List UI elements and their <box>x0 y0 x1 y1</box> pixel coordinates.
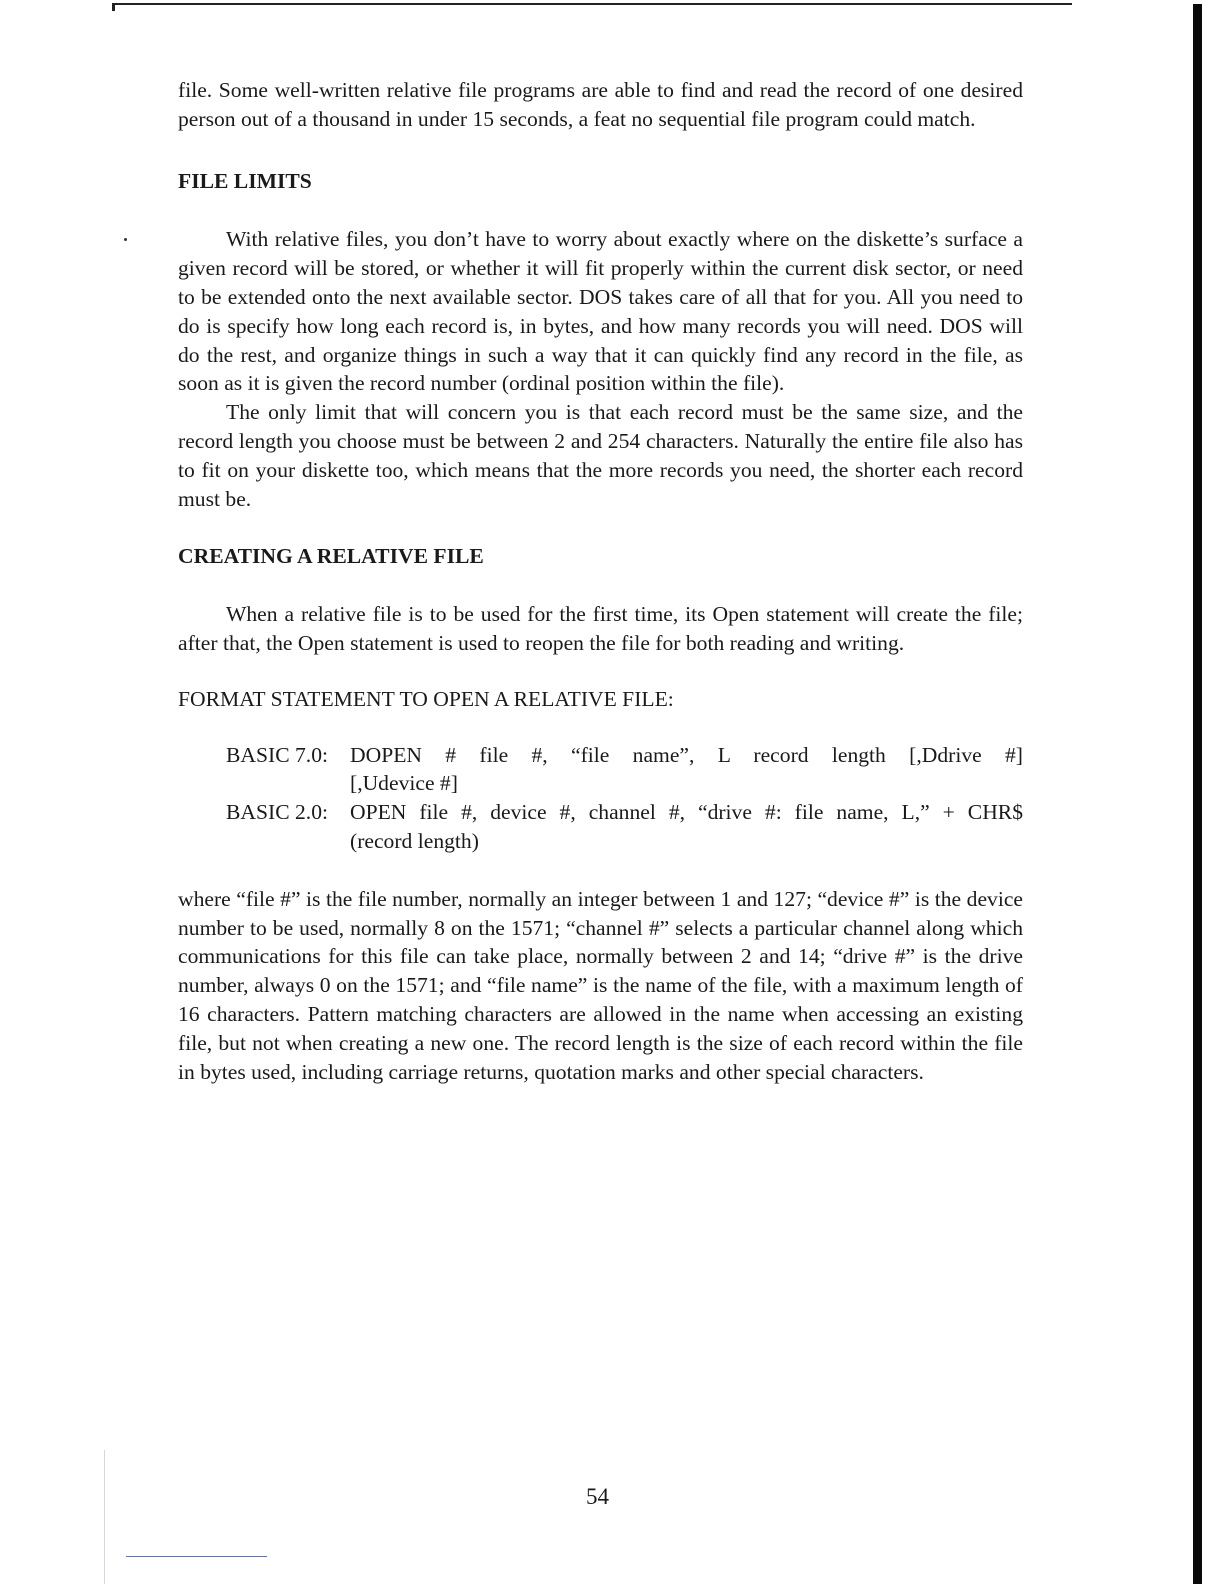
page-number: 54 <box>586 1484 609 1509</box>
scan-speck <box>124 238 127 241</box>
scan-edge-bar <box>1193 4 1202 1584</box>
where-paragraph: where “file #” is the file number, normally an integer between 1 and 127; “device #” is the device number to be used, normally 8 on the 1571; “channel #” selects a particular channel along which communications for this file can take place, normally between 2 and 14; “drive #” is the drive number, always 0 on the 1571; and “file name” is the name of the file, with a maximum length of 16 characters. Pattern matching characters are allowed in the name when accessing an existing file, but not when creating a new one. The record length is the size of each record within the file in bytes used, including carriage returns, quotation marks and other special characters. <box>178 886 1023 1084</box>
format-basic-2 <box>226 798 1023 827</box>
section-heading-file-limits: FILE LIMITS <box>178 168 312 193</box>
format-basic-2-line1: OPEN file #, device #, channel #, “drive #: file name, L,” + CHR$ <box>350 800 1023 825</box>
scan-artifact-line <box>126 1556 267 1557</box>
scan-edge-faint <box>104 1450 105 1584</box>
file-limits-paragraph-1: With relative files, you don’t have to worry about exactly where on the diskette’s surface a given record will be stored, or whether it will fit properly within the current disk sector, or need to be extended onto the next available sector. DOS takes care of all that for you. All you need to do is specify how long each record is, in bytes, and how many records you will need. DOS will do the rest, and organize things in such a way that it can quickly find any record in the file, as soon as it is given the record number (ordinal position within the file). <box>178 227 1023 396</box>
intro-paragraph: file. Some well-written relative file programs are able to find and read the record of one desired person out of a thousand in under 15 seconds, a feat no sequential file program could match. <box>178 78 1023 131</box>
format-basic-7-line1: DOPEN # file #, “file name”, L record length [,Ddrive #] <box>350 742 1023 767</box>
format-label: FORMAT STATEMENT TO OPEN A RELATIVE FILE: <box>178 686 674 711</box>
format-basic-2-line2: (record length) <box>350 828 479 853</box>
top-scan-corner <box>112 3 115 11</box>
format-basic-2-label: BASIC 2.0: <box>226 800 328 825</box>
section-heading-creating-relative-file: CREATING A RELATIVE FILE <box>178 544 484 569</box>
file-limits-paragraph-2: The only limit that will concern you is that each record must be the same size, and the record length you choose must be between 2 and 254 characters. Naturally the entire file also has to fit on your diskette too, which means that the more records you need, the shorter each record must be. <box>178 400 1023 511</box>
format-block <box>226 741 1023 856</box>
format-basic-7 <box>226 741 1023 770</box>
format-basic-7-label: BASIC 7.0: <box>226 742 328 767</box>
top-scan-rule <box>112 3 1072 5</box>
format-basic-7-line2: [,Udevice #] <box>350 771 458 796</box>
page-content <box>178 76 1023 1086</box>
creating-paragraph: When a relative file is to be used for the first time, its Open statement will create the file; after that, the Open statement is used to reopen the file for both reading and writing. <box>178 602 1023 655</box>
